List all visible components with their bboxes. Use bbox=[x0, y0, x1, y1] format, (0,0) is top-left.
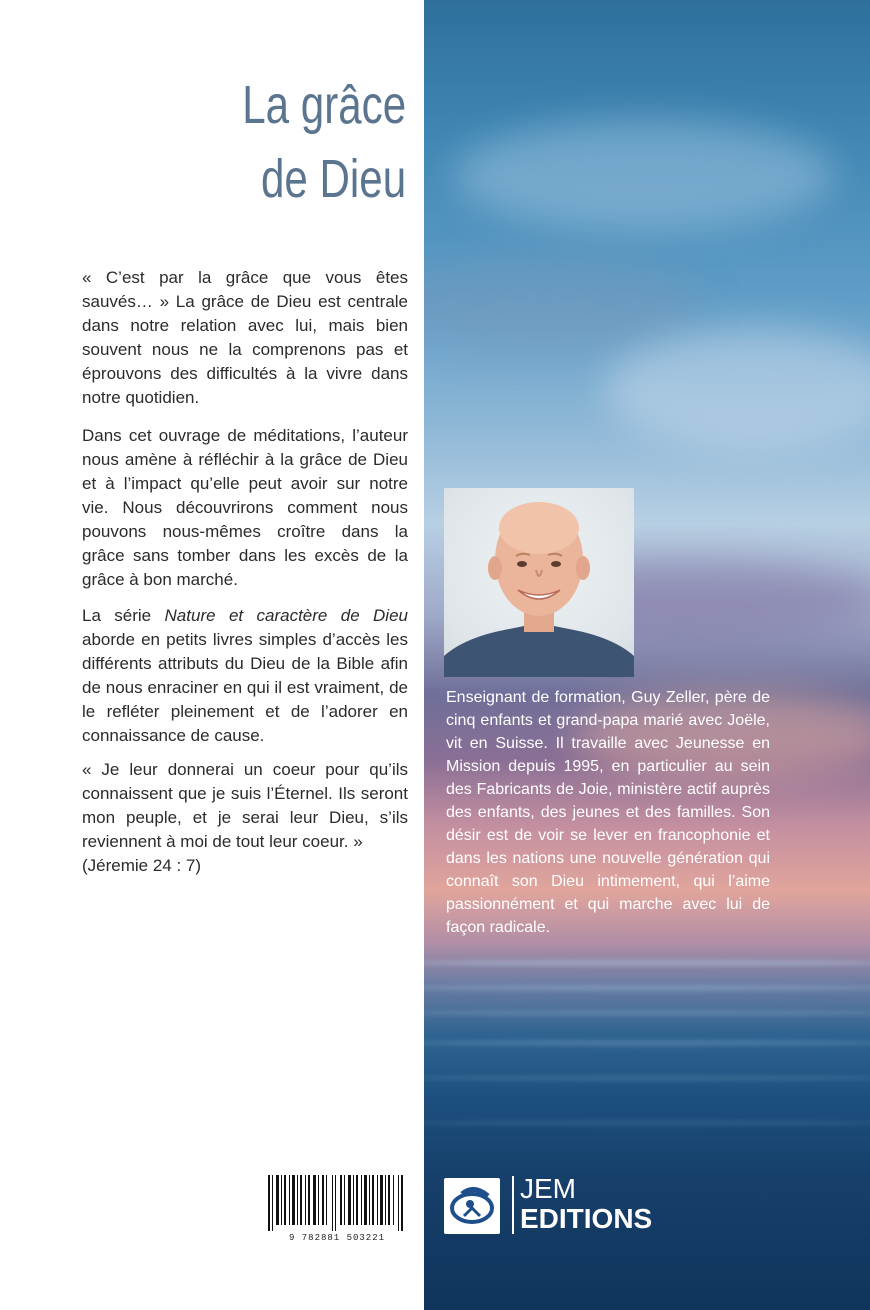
blurb-paragraph-3 bbox=[82, 604, 408, 748]
book-title-line-1: La grâce bbox=[242, 75, 406, 135]
isbn-digits: 9 782881 503221 bbox=[288, 1233, 385, 1243]
author-bio: Enseignant de formation, Guy Zeller, père de cinq enfants et grand-papa marié avec Joële, vit en Suisse. Il travaille avec Jeunesse en Mission depuis 1995, en particulier au sein des Fabricants de Joie, ministère actif auprès des enfants, des jeunes et des familles. Son désir est de voir se lever en francophonie et dans les nations une nouvelle génération qui connaît son Dieu intimement, qui l’aime passionnément et qui marche avec lui de façon radicale. bbox=[446, 689, 770, 936]
blurb-paragraph-2: Dans cet ouvrage de méditations, l’auteur nous amène à réfléchir à la grâce de Dieu et à l’impact qu’elle peut avoir sur notre vie. Nous découvrirons comment nous pouvons nous-mêmes croître dans la grâce sans tomber dans les excès de la grâce à bon marché. bbox=[82, 426, 408, 589]
scripture-quote bbox=[82, 758, 408, 878]
jem-logo-mark bbox=[444, 1178, 500, 1234]
sky-cloud bbox=[424, 260, 704, 350]
author-portrait bbox=[444, 488, 634, 677]
back-cover-text-panel bbox=[0, 0, 424, 1310]
series-intro: La série bbox=[82, 606, 165, 625]
jem-logo-icon bbox=[444, 1178, 500, 1234]
barcode-bars bbox=[262, 1175, 412, 1231]
quote-text: « Je leur donnerai un coeur pour qu’ils connaissent que je suis l’Éternel. Ils seront mon peuple, et je serai leur Dieu, s’ils reviennent à moi de tout leur coeur. » bbox=[82, 760, 408, 851]
quote-reference: (Jéremie 24 : 7) bbox=[82, 856, 202, 875]
publisher-name-editions: EDITIONS bbox=[520, 1203, 653, 1234]
sea-wave bbox=[424, 1075, 870, 1081]
sea-wave bbox=[424, 985, 870, 991]
sea-wave bbox=[424, 960, 870, 966]
blurb-paragraph-1: « C’est par la grâce que vous êtes sauvés… » La grâce de Dieu est centrale dans notre relation avec lui, mais bien souvent nous ne la comprenons pas et éprouvons des difficultés à la vivre dans notre quotidien. bbox=[82, 268, 408, 407]
sea-wave bbox=[424, 1120, 870, 1126]
sky-cloud bbox=[454, 120, 834, 230]
author-photo bbox=[444, 488, 634, 677]
series-description: aborde en petits livres simples d’accès les différents attributs du Dieu de la Bible afin de nous enraciner en qui il est vraiment, de le refléter pleinement et de l’adorer en connaissance de cause. bbox=[82, 630, 408, 745]
book-title-line-2: de Dieu bbox=[260, 149, 406, 209]
sea-wave bbox=[424, 1040, 870, 1046]
sky-cloud bbox=[604, 330, 870, 450]
series-name: Nature et caractère de Dieu bbox=[164, 606, 408, 625]
sea-wave bbox=[424, 1010, 870, 1016]
publisher-name-jem: JEM bbox=[520, 1173, 576, 1204]
publisher-divider bbox=[512, 1176, 514, 1234]
